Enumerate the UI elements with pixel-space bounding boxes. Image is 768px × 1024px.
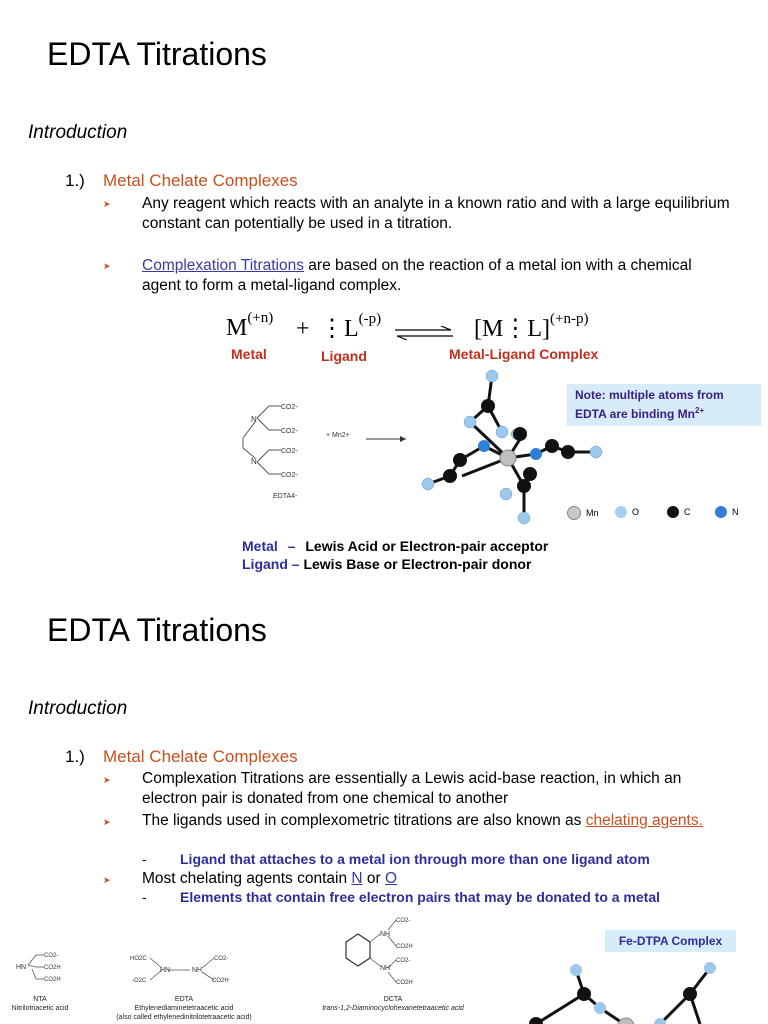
electron-pair-icon: ⋮ [503,316,528,342]
intro-heading: Introduction [28,698,128,719]
bullet-arrow-icon: ➤ [103,875,111,885]
electron-pair-icon: ⋮ [320,316,344,342]
edta-structure-diagram [128,950,238,990]
svg-text:HO2C: HO2C [130,956,147,962]
bullet-text: The ligands used in complexometric titrations are also known as chelating agents. [142,812,703,829]
svg-text:CO2H: CO2H [396,980,413,986]
svg-text:CO2-: CO2- [396,918,411,924]
svg-text:CO2-: CO2- [214,956,229,962]
reagent-label: + Mn2+ [326,432,350,439]
chelating-agents-link[interactable]: chelating agents. [585,812,703,829]
svg-text:CO2-: CO2- [44,953,59,959]
bullet-arrow-icon: ➤ [103,261,111,271]
intro-heading: Introduction [28,122,128,143]
n-link[interactable]: N [351,870,363,887]
section-title: Metal Chelate Complexes [103,747,298,766]
dash-marker: - [142,851,147,867]
svg-text:NH: NH [380,931,391,938]
n-ball-icon [715,506,727,518]
label-complex: Metal-Ligand Complex [449,346,599,362]
slide-title: EDTA Titrations [47,36,267,72]
bullet-text: Complexation Titrations are essentially a Lewis acid-base reaction, in which an electron pair is donated from one chemical to another [142,770,682,807]
svg-text:CO2-: CO2- [396,958,411,964]
svg-text:CO2-: CO2- [281,404,298,411]
svg-text:CO2H: CO2H [396,944,413,950]
bullet-text: Any reagent which reacts with an analyte in a known ratio and with a large equilibrium constant can potentially be used in a titration. [142,195,730,232]
section-title: Metal Chelate Complexes [103,171,298,190]
bullet-text: Most chelating agents contain N or O [142,870,398,887]
mn-ball-icon [567,506,581,520]
svg-text:CO2-: CO2- [281,472,298,479]
bullet-text-rest: are based on the reaction of a metal ion with a chemical agent to form a metal-ligand complex. [142,257,692,294]
svg-text:CO2-: CO2- [281,428,298,435]
legend-c: C [667,506,691,518]
svg-text:CO2H: CO2H [212,978,229,984]
svg-text:N: N [251,415,257,424]
legend-mn: Mn [567,506,599,520]
equation-metal: $M^{(+n)}$ [226,310,274,341]
equation-ligand: $⋮L^{(-p)}$ [320,311,382,342]
svg-text:CO2H: CO2H [44,965,61,971]
nta-caption: NTA Nitrilotriacetic acid [11,996,69,1012]
legend-o: O [615,506,639,518]
svg-text:HN: HN [160,967,171,974]
edta-structure-diagram [235,392,335,502]
label-ligand: Ligand [321,348,367,364]
edta-caption: EDTA Ethylenediaminetetraacetic acid (also called ethylenedinitrilotetraacetic acid) [116,996,252,1021]
nta-structure-diagram [10,943,70,993]
dash-marker: - [142,889,147,905]
svg-text:HN: HN [16,964,27,971]
bullet-arrow-icon: ➤ [103,199,111,209]
bullet-arrow-icon: ➤ [103,775,111,785]
sub-bullet-text: Ligand that attaches to a metal ion through more than one ligand atom [180,851,650,867]
legend-n: N [715,506,739,518]
o-ball-icon [615,506,627,518]
svg-text:NH: NH [380,965,391,972]
definition-metal: Metal – Lewis Acid or Electron-pair acceptor [242,538,549,554]
note-box: Note: multiple atoms from EDTA are binding $Mn^{2+}$ [567,384,761,426]
dcta-caption: DCTA trans-1,2-Diaminocyclohexanetetraacetic acid [322,996,464,1012]
c-ball-icon [667,506,679,518]
reaction-arrow-icon [366,434,410,444]
svg-text:CO2-: CO2- [281,448,298,455]
o-link[interactable]: O [385,870,398,887]
fe-dtpa-label: Fe-DTPA Complex [605,930,736,952]
svg-text:NH: NH [192,967,203,974]
slide-title: EDTA Titrations [47,612,267,648]
label-metal: Metal [231,346,267,362]
svg-text:-O2C: -O2C [132,978,147,984]
sub-bullet-text: Elements that contain free electron pairs that may be donated to a metal [180,889,661,905]
section-number: 1.) [65,171,85,190]
svg-text:N: N [251,457,257,466]
bullet-text [142,256,732,296]
svg-text:CO2H: CO2H [44,977,61,983]
fe-dtpa-complex-model [520,960,730,1024]
dcta-structure-diagram [336,912,436,992]
equilibrium-arrows-icon [393,326,455,340]
bullet-arrow-icon: ➤ [103,817,111,827]
section-number: 1.) [65,747,85,766]
slide-2 [0,600,768,1024]
equation-plus: + [296,316,310,342]
svg-text:EDTA4-: EDTA4- [273,493,298,500]
complexation-titrations-link[interactable]: Complexation Titrations [142,257,304,274]
definition-ligand: Ligand – Lewis Base or Electron-pair donor [242,556,532,572]
equation-complex: [M⋮L]$^{(+n-p)}$ [474,311,589,342]
